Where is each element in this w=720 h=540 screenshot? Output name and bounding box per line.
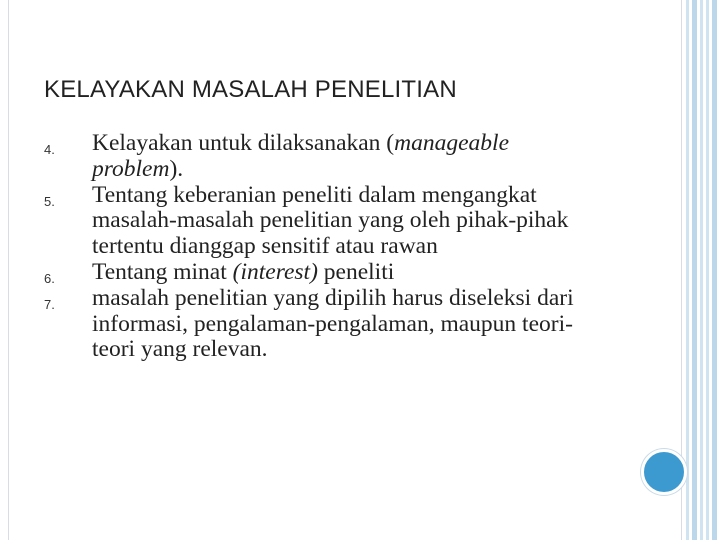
list-item [44, 260, 604, 286]
item-text-end: peneliti [317, 258, 395, 285]
item-text: Kelayakan untuk dilaksanakan ( [92, 130, 395, 156]
item-text: masalah penelitian yang dipilih harus diseleksi dari informasi, pengalaman-pengalaman, maupun teori-teori yang relevan. [92, 284, 574, 363]
item-text: Tentang keberanian peneliti dalam mengangkat masalah-masalah penelitian yang oleh pihak-pihak tertentu dianggap sensitif atau rawan [92, 181, 569, 260]
item-italic-text: (interest) [232, 258, 318, 285]
stripe [692, 0, 697, 540]
stripe [706, 0, 709, 540]
slide-title: KELAYAKAN MASALAH PENELITIAN [44, 76, 457, 103]
item-number: 6. [44, 270, 55, 286]
item-text-end: ). [169, 155, 184, 182]
item-text: Tentang minat [92, 258, 233, 285]
decorative-stripes [682, 0, 720, 540]
item-number: 7. [44, 296, 55, 312]
numbered-list [44, 131, 604, 363]
item-italic-text: manageable problem [92, 130, 510, 182]
item-number: 5. [44, 193, 55, 209]
item-number: 4. [44, 142, 55, 157]
list-item [44, 131, 604, 183]
list-item [44, 286, 604, 363]
list-item [44, 183, 604, 260]
stripe [686, 0, 689, 540]
decorative-circle [641, 449, 687, 495]
stripe [700, 0, 703, 540]
stripe [712, 0, 717, 540]
